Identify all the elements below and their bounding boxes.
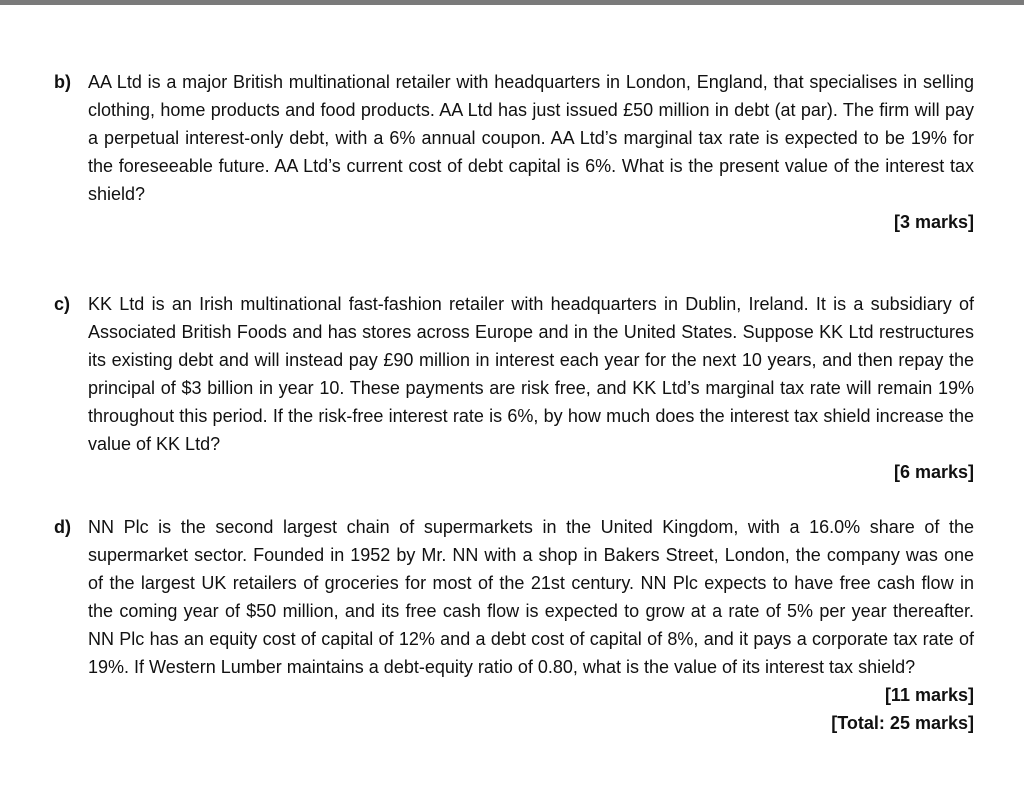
marks-label: [6 marks] (893, 462, 974, 482)
marks-label: [3 marks] (893, 212, 974, 232)
question-b (54, 68, 974, 236)
marks-label: [11 marks] (884, 685, 974, 705)
top-border (0, 0, 1024, 5)
question-d (54, 513, 974, 737)
question-label: b) (54, 72, 71, 92)
question-label: d) (54, 517, 71, 537)
total-marks-label: [Total: 25 marks] (831, 713, 974, 733)
question-c (54, 290, 974, 486)
question-text: KK Ltd is an Irish multinational fast-fashion retailer with headquarters in Dublin, Ireland. It is a subsidiary of Associated British Foods and has stores across Europe and in the United States. Suppose KK Ltd restructures its existing debt and will instead pay £90 million in interest each year for the next 10 years, and then repay the principal of $3 billion in year 10. These payments are risk free, and KK Ltd’s marginal tax rate will remain 19% throughout this period. If the risk-free interest rate is 6%, by how much does the interest tax shield increase the value of KK Ltd? (88, 294, 974, 454)
question-text: NN Plc is the second largest chain of supermarkets in the United Kingdom, with a 16.0% share of the supermarket sector. Founded in 1952 by Mr. NN with a shop in Bakers Street, London, the company was one of the largest UK retailers of groceries for most of the 21st century. NN Plc expects to have free cash flow in the coming year of $50 million, and its free cash flow is expected to grow at a rate of 5% per year thereafter. NN Plc has an equity cost of capital of 12% and a debt cost of capital of 8%, and it pays a corporate tax rate of 19%. If Western Lumber maintains a debt-equity ratio of 0.80, what is the value of its interest tax shield? (88, 517, 974, 677)
question-label: c) (54, 294, 71, 314)
question-text: AA Ltd is a major British multinational retailer with headquarters in London, England, that specialises in selling clothing, home products and food products. AA Ltd has just issued £50 million in debt (at par). The firm will pay a perpetual interest-only debt, with a 6% annual coupon. AA Ltd’s marginal tax rate is expected to be 19% for the foreseeable future. AA Ltd’s current cost of debt capital is 6%. What is the present value of the interest tax shield? (88, 72, 974, 204)
